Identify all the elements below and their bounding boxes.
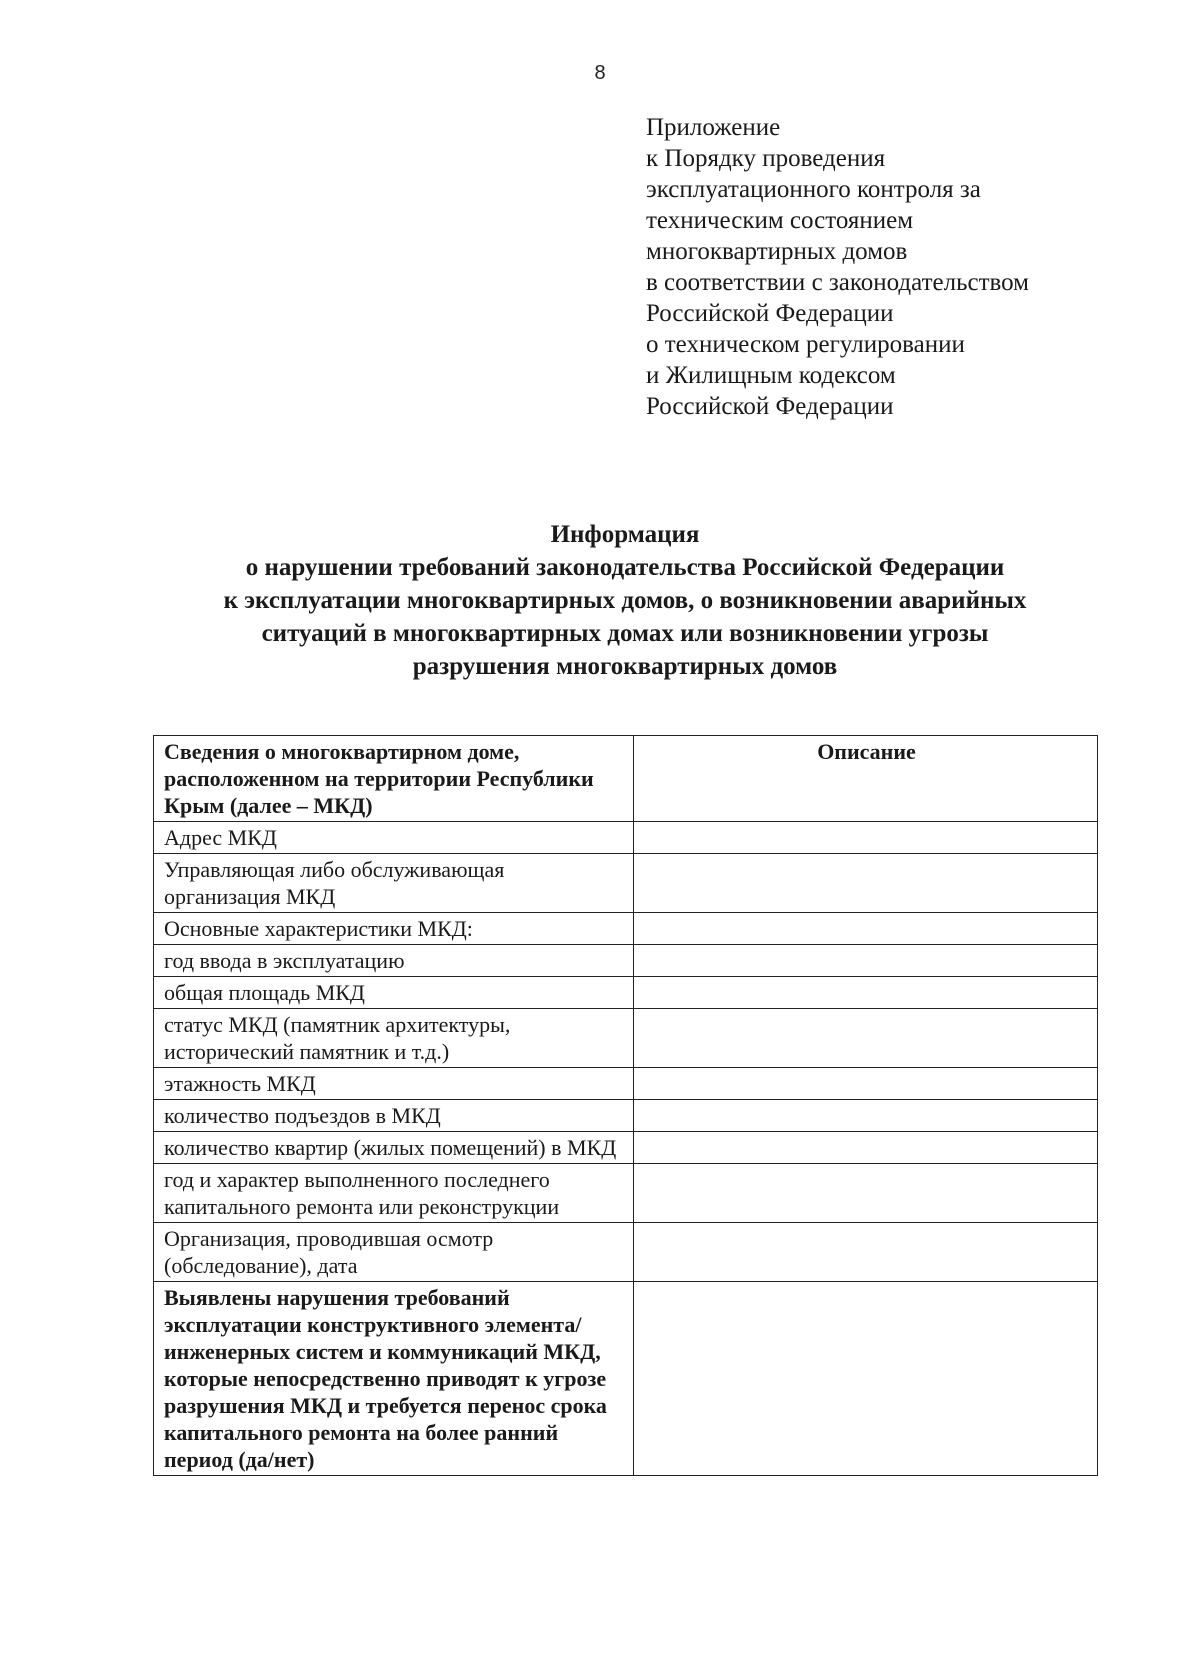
row-label-address: Адрес МКД xyxy=(154,822,634,854)
row-label-apartments: количество квартир (жилых помещений) в МКД xyxy=(154,1132,634,1164)
table-row xyxy=(154,1100,1098,1132)
row-label-inspection-org: Организация, проводившая осмотр (обследование), дата xyxy=(154,1223,634,1282)
row-value-status[interactable] xyxy=(634,1009,1098,1068)
appendix-caption xyxy=(646,112,1146,422)
title-line: о нарушении требований законодательства Российской Федерации xyxy=(245,554,1005,581)
table-header-row xyxy=(154,736,1098,822)
table-row xyxy=(154,1164,1098,1223)
row-value-total-area[interactable] xyxy=(634,977,1098,1009)
row-label-floors: этажность МКД xyxy=(154,1068,634,1100)
row-value-commissioning-year[interactable] xyxy=(634,945,1098,977)
title-line: ситуаций в многоквартирных домах или возникновении угрозы xyxy=(261,620,989,647)
table-row xyxy=(154,1068,1098,1100)
row-label-main-characteristics: Основные характеристики МКД: xyxy=(154,913,634,945)
appendix-line: эксплуатационного контроля за xyxy=(646,176,981,203)
row-label-total-area: общая площадь МКД xyxy=(154,977,634,1009)
table-row xyxy=(154,913,1098,945)
title-line: разрушения многоквартирных домов xyxy=(412,653,838,680)
title-line: к эксплуатации многоквартирных домов, о возникновении аварийных xyxy=(223,587,1027,614)
row-value-inspection-org[interactable] xyxy=(634,1223,1098,1282)
appendix-line: Российской Федерации xyxy=(646,300,894,327)
header-description: Описание xyxy=(634,736,1098,822)
row-value-address[interactable] xyxy=(634,822,1098,854)
row-value-entrances[interactable] xyxy=(634,1100,1098,1132)
table-row xyxy=(154,1223,1098,1282)
row-value-main-characteristics[interactable] xyxy=(634,913,1098,945)
table-row xyxy=(154,945,1098,977)
page-number: 8 xyxy=(594,62,606,84)
row-value-management-org[interactable] xyxy=(634,854,1098,913)
table-row xyxy=(154,977,1098,1009)
title-line: Информация xyxy=(550,521,700,548)
table-row xyxy=(154,1132,1098,1164)
table-row xyxy=(154,1282,1098,1476)
row-label-last-repair: год и характер выполненного последнего капитального ремонта или реконструкции xyxy=(154,1164,634,1223)
row-label-status: статус МКД (памятник архитектуры, исторический памятник и т.д.) xyxy=(154,1009,634,1068)
row-value-apartments[interactable] xyxy=(634,1132,1098,1164)
row-label-entrances: количество подъездов в МКД xyxy=(154,1100,634,1132)
row-value-floors[interactable] xyxy=(634,1068,1098,1100)
document-title xyxy=(130,518,1120,683)
header-mkd-info: Сведения о многоквартирном доме, расположенном на территории Республики Крым (далее – МКД) xyxy=(154,736,634,822)
appendix-line: Российской Федерации xyxy=(646,393,894,420)
appendix-line: о техническом регулировании xyxy=(646,331,965,358)
appendix-line: в соответствии с законодательством xyxy=(646,269,1029,296)
information-table xyxy=(153,735,1098,1476)
appendix-line: к Порядку проведения xyxy=(646,145,886,172)
row-label-management-org: Управляющая либо обслуживающая организация МКД xyxy=(154,854,634,913)
row-label-commissioning-year: год ввода в эксплуатацию xyxy=(154,945,634,977)
row-value-violations[interactable] xyxy=(634,1282,1098,1476)
table-row xyxy=(154,822,1098,854)
row-label-violations: Выявлены нарушения требований эксплуатации конструктивного элемента/инженерных систем и коммуникаций МКД, которые непосредственно приводят к угрозе разрушения МКД и требуется перенос срока капитального ремонта на более ранний период (да/нет) xyxy=(154,1282,634,1476)
appendix-line: многоквартирных домов xyxy=(646,238,908,265)
row-value-last-repair[interactable] xyxy=(634,1164,1098,1223)
appendix-line: Приложение xyxy=(646,114,781,141)
appendix-line: техническим состоянием xyxy=(646,207,914,234)
table-row xyxy=(154,1009,1098,1068)
appendix-line: и Жилищным кодексом xyxy=(646,362,896,389)
table-row xyxy=(154,854,1098,913)
